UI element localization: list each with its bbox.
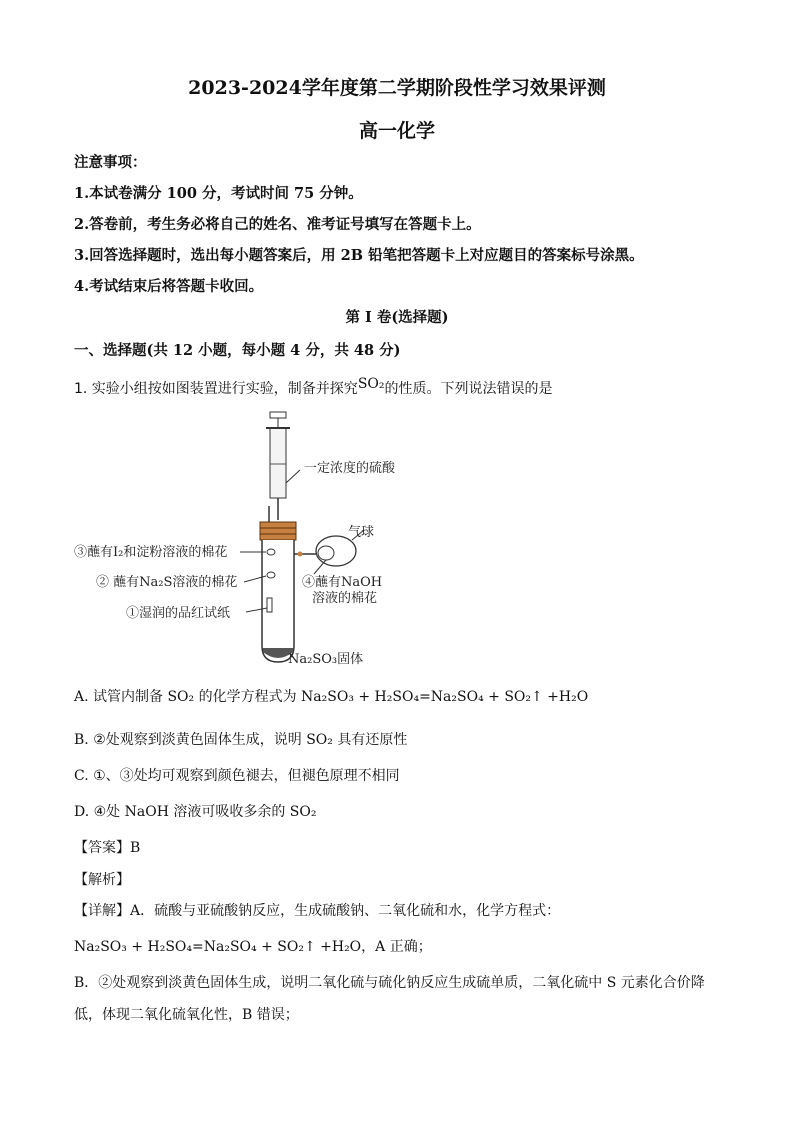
label-2: ② 蘸有Na₂S溶液的棉花: [96, 575, 238, 590]
answer: 【答案】B: [74, 840, 141, 856]
option-c: C. ①、③处均可观察到颜色褪去，但褪色原理不相同: [74, 768, 400, 784]
part-heading: 一、选择题(共 12 小题，每小题 4 分，共 48 分): [74, 342, 401, 359]
notice-item: 4.考试结束后将答题卡收回。: [74, 278, 264, 295]
detail-line: B．②处观察到淡黄色固体生成，说明二氧化硫与硫化钠反应生成硫单质，二氧化硫中 S 元素化合价降: [74, 975, 705, 991]
iodine-cotton: [267, 549, 275, 555]
detail-line: 低，体现二氧化硫氧化性，B 错误；: [74, 1007, 299, 1023]
option-a: A. 试管内制备 SO₂ 的化学方程式为 Na₂SO₃ + H₂SO₄=Na₂SO₄ + SO₂↑ +H₂O: [74, 689, 589, 705]
acid-leader: [286, 470, 300, 483]
label-solid: Na₂SO₃固体: [288, 652, 364, 667]
detail-line: Na₂SO₃ + H₂SO₄=Na₂SO₄ + SO₂↑ +H₂O，A 正确；: [74, 939, 432, 955]
option-d: D. ④处 NaOH 溶液可吸收多余的 SO₂: [74, 804, 317, 820]
apparatus-figure: [60, 408, 460, 673]
option-b: B. ②处观察到淡黄色固体生成，说明 SO₂ 具有还原性: [74, 732, 408, 748]
label-4a: ④蘸有NaOH: [302, 575, 383, 590]
analysis-label: 【解析】: [74, 872, 130, 888]
notice-item: 1.本试卷满分 100 分，考试时间 75 分钟。: [74, 185, 363, 202]
rubber-stopper: [260, 522, 296, 540]
notice-item: 2.答卷前，考生务必将自己的姓名、准考证号填写在答题卡上。: [74, 216, 481, 233]
page-subtitle: 高一化学: [358, 120, 435, 142]
side-arm-joint: [298, 552, 303, 557]
syringe-barrel: [270, 428, 286, 498]
detail-line: 【详解】A．硫酸与亚硫酸钠反应，生成硫酸钠、二氧化硫和水，化学方程式：: [74, 903, 561, 919]
label-4b: 溶液的棉花: [312, 591, 378, 606]
label-balloon: 气球: [348, 525, 375, 540]
question-stem: 1. 实验小组按如图装置进行实验，制备并探究SO₂的性质。下列说法错误的是: [74, 376, 553, 397]
naoh-leader: [314, 560, 326, 574]
label-acid: 一定浓度的硫酸: [304, 461, 396, 476]
notice-heading: 注意事项：: [74, 154, 147, 171]
notice-item: 3.回答选择题时，选出每小题答案后，用 2B 铅笔把答题卡上对应题目的答案标号涂黑。: [74, 247, 644, 264]
magenta-paper: [267, 598, 272, 612]
label-1: ①湿润的品红试纸: [126, 606, 231, 621]
label-3: ③蘸有I₂和淀粉溶液的棉花: [74, 545, 228, 560]
volume-heading: 第 I 卷(选择题): [345, 309, 449, 326]
page-title: 2023-2024学年度第二学期阶段性学习效果评测: [188, 77, 606, 99]
syringe-plunger-cap: [270, 412, 286, 418]
naoh-cotton: [318, 546, 334, 560]
na2s-cotton: [267, 572, 275, 578]
